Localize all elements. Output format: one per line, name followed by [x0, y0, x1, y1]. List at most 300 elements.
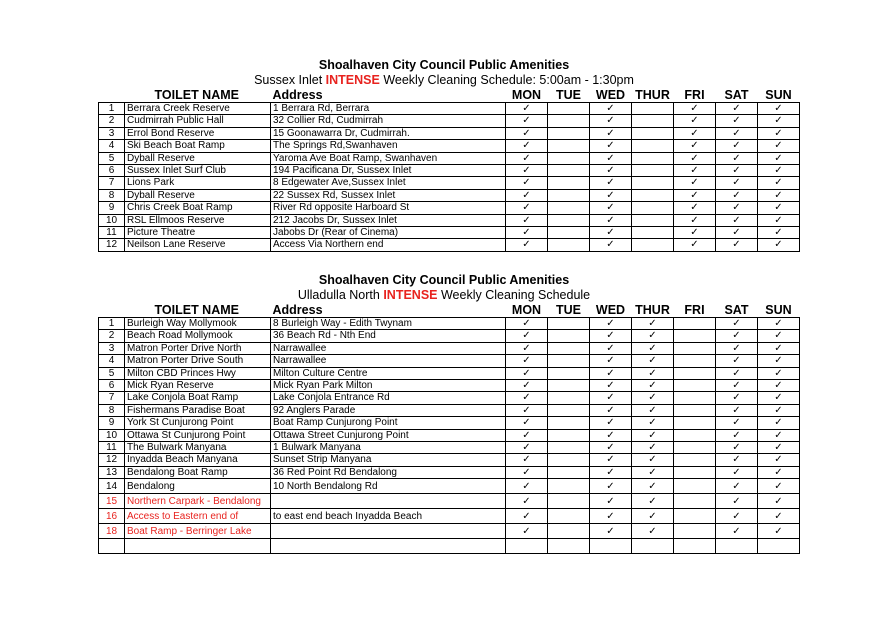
- subtitle-suffix: Weekly Cleaning Schedule: [437, 288, 591, 302]
- cell-name: Errol Bond Reserve: [125, 127, 271, 139]
- section-subtitle: [0, 288, 888, 302]
- cell-sun-check: ✓: [758, 454, 800, 466]
- cell-address: Mick Ryan Park Milton: [271, 380, 506, 392]
- cell-mon-check: ✓: [506, 342, 548, 354]
- cell-mon-check: ✓: [506, 392, 548, 404]
- cell-tue: [548, 239, 590, 251]
- cell-name: Picture Theatre: [125, 227, 271, 239]
- table-row: [99, 115, 800, 127]
- cell-sat-check: ✓: [716, 404, 758, 416]
- cell-wed-check: ✓: [590, 442, 632, 454]
- cell-tue: [548, 479, 590, 494]
- cell-wed-check: ✓: [590, 392, 632, 404]
- cell-name: Sussex Inlet Surf Club: [125, 165, 271, 177]
- cell-address: Narrawallee: [271, 355, 506, 367]
- cell-fri: [674, 454, 716, 466]
- cell-mon-check: ✓: [506, 509, 548, 524]
- cell-mon-check: ✓: [506, 214, 548, 226]
- cell-tue: [548, 115, 590, 127]
- table-row: [99, 152, 800, 164]
- cell-thur: [632, 239, 674, 251]
- cell-address: 92 Anglers Parade: [271, 404, 506, 416]
- cell-fri-check: ✓: [674, 127, 716, 139]
- cell-address: 8 Edgewater Ave,Sussex Inlet: [271, 177, 506, 189]
- cell-num: 8: [99, 189, 125, 201]
- cell-name: Inyadda Beach Manyana: [125, 454, 271, 466]
- cell-fri: [674, 494, 716, 509]
- cell-fri: [674, 367, 716, 379]
- header-address: Address: [272, 303, 323, 317]
- cell-fri: [674, 342, 716, 354]
- cell-name: The Bulwark Manyana: [125, 442, 271, 454]
- header-wed: WED: [595, 303, 626, 317]
- cell-address: 15 Goonawarra Dr, Cudmirrah.: [271, 127, 506, 139]
- cell-address: 36 Red Point Rd Bendalong: [271, 466, 506, 478]
- cell-address: 1 Bulwark Manyana: [271, 442, 506, 454]
- cell-address: The Springs Rd,Swanhaven: [271, 140, 506, 152]
- cell-num: 14: [99, 479, 125, 494]
- cell-name: Cudmirrah Public Hall: [125, 115, 271, 127]
- table-row: [99, 355, 800, 367]
- header-num: [99, 88, 125, 103]
- cell-fri: [674, 466, 716, 478]
- cell-name: Burleigh Way Mollymook: [125, 318, 271, 330]
- cell-num: 2: [99, 115, 125, 127]
- header-sat: SAT: [724, 88, 749, 102]
- cell-wed-check: ✓: [590, 115, 632, 127]
- cell-tue: [548, 454, 590, 466]
- cell-sat-check: ✓: [716, 227, 758, 239]
- cell-fri-check: ✓: [674, 115, 716, 127]
- cell-thur-check: ✓: [632, 442, 674, 454]
- table-row: [99, 466, 800, 478]
- header-sun: SUN: [765, 88, 792, 102]
- cell-num: 2: [99, 330, 125, 342]
- cell-num: 1: [99, 103, 125, 115]
- cell-name: Berrara Creek Reserve: [125, 103, 271, 115]
- cell-sun-check: ✓: [758, 417, 800, 429]
- cell-sun-check: ✓: [758, 509, 800, 524]
- cell-num: 1: [99, 318, 125, 330]
- cell-sat-check: ✓: [716, 202, 758, 214]
- cell-address: 194 Pacificana Dr, Sussex Inlet: [271, 165, 506, 177]
- cell-address: 212 Jacobs Dr, Sussex Inlet: [271, 214, 506, 226]
- cell-mon-check: ✓: [506, 189, 548, 201]
- cell-fri-check: ✓: [674, 214, 716, 226]
- cell-thur: [632, 189, 674, 201]
- table-row: [99, 442, 800, 454]
- cell-tue: [548, 466, 590, 478]
- header-sun: SUN: [765, 303, 792, 317]
- cell-num: 12: [99, 239, 125, 251]
- cell-num: 18: [99, 524, 125, 539]
- cell-sat-check: ✓: [716, 417, 758, 429]
- cell-address: 32 Collier Rd, Cudmirrah: [271, 115, 506, 127]
- table-row: [99, 177, 800, 189]
- header-tue: TUE: [556, 88, 581, 102]
- cell-sun-check: ✓: [758, 103, 800, 115]
- cell-tue: [548, 127, 590, 139]
- cell-name: [125, 539, 271, 554]
- cell-mon-check: ✓: [506, 479, 548, 494]
- cell-thur: [632, 115, 674, 127]
- cell-mon: [506, 539, 548, 554]
- cell-address: Narrawallee: [271, 342, 506, 354]
- cell-num: 4: [99, 355, 125, 367]
- header-mon: MON: [511, 88, 542, 102]
- cell-tue: [548, 177, 590, 189]
- cell-mon-check: ✓: [506, 140, 548, 152]
- cell-num: [99, 539, 125, 554]
- cell-name: Access to Eastern end of: [125, 509, 271, 524]
- cell-fri: [674, 392, 716, 404]
- cell-wed-check: ✓: [590, 509, 632, 524]
- cell-fri-check: ✓: [674, 189, 716, 201]
- cell-wed-check: ✓: [590, 479, 632, 494]
- cell-num: 9: [99, 202, 125, 214]
- cell-tue: [548, 509, 590, 524]
- cell-name: Matron Porter Drive South: [125, 355, 271, 367]
- cell-address: Ottawa Street Cunjurong Point: [271, 429, 506, 441]
- cell-sat-check: ✓: [716, 367, 758, 379]
- cell-thur-check: ✓: [632, 429, 674, 441]
- cell-thur-check: ✓: [632, 392, 674, 404]
- cell-wed-check: ✓: [590, 103, 632, 115]
- cell-thur-check: ✓: [632, 494, 674, 509]
- cell-sat-check: ✓: [716, 103, 758, 115]
- header-row: [99, 303, 800, 318]
- cell-sat-check: ✓: [716, 442, 758, 454]
- cell-sun-check: ✓: [758, 330, 800, 342]
- cell-mon-check: ✓: [506, 165, 548, 177]
- cell-thur-check: ✓: [632, 524, 674, 539]
- cell-fri: [674, 330, 716, 342]
- header-thur: THUR: [635, 88, 670, 102]
- cell-wed-check: ✓: [590, 524, 632, 539]
- cell-tue: [548, 140, 590, 152]
- cell-thur-check: ✓: [632, 367, 674, 379]
- cell-name: York St Cunjurong Point: [125, 417, 271, 429]
- cell-sun-check: ✓: [758, 479, 800, 494]
- table-row: [99, 404, 800, 416]
- cell-fri: [674, 524, 716, 539]
- cell-thur: [632, 227, 674, 239]
- cell-wed-check: ✓: [590, 152, 632, 164]
- table-row: [99, 202, 800, 214]
- table-row: [99, 318, 800, 330]
- cell-address: [271, 524, 506, 539]
- cell-tue: [548, 330, 590, 342]
- cell-sat-check: ✓: [716, 380, 758, 392]
- header-name: TOILET NAME: [154, 88, 239, 102]
- cell-address: Yaroma Ave Boat Ramp, Swanhaven: [271, 152, 506, 164]
- cell-sun-check: ✓: [758, 466, 800, 478]
- cell-sun-check: ✓: [758, 189, 800, 201]
- cell-wed-check: ✓: [590, 127, 632, 139]
- cell-tue: [548, 392, 590, 404]
- cell-thur-check: ✓: [632, 479, 674, 494]
- cell-wed-check: ✓: [590, 177, 632, 189]
- cell-tue: [548, 404, 590, 416]
- cell-wed-check: ✓: [590, 404, 632, 416]
- table-row: [99, 239, 800, 251]
- header-fri: FRI: [684, 88, 705, 102]
- cell-sat-check: ✓: [716, 524, 758, 539]
- cell-mon-check: ✓: [506, 152, 548, 164]
- cell-sun-check: ✓: [758, 355, 800, 367]
- cell-sun-check: ✓: [758, 404, 800, 416]
- table-row: [99, 127, 800, 139]
- cell-tue: [548, 214, 590, 226]
- cell-mon-check: ✓: [506, 429, 548, 441]
- cell-tue: [548, 152, 590, 164]
- cell-sun-check: ✓: [758, 367, 800, 379]
- header-num: [99, 303, 125, 318]
- cell-sun-check: ✓: [758, 429, 800, 441]
- cell-thur: [632, 152, 674, 164]
- cell-address: 1 Berrara Rd, Berrara: [271, 103, 506, 115]
- cell-sat-check: ✓: [716, 214, 758, 226]
- cell-name: Lake Conjola Boat Ramp: [125, 392, 271, 404]
- cell-wed-check: ✓: [590, 189, 632, 201]
- cell-sat-check: ✓: [716, 392, 758, 404]
- cell-fri-check: ✓: [674, 227, 716, 239]
- table-row: [99, 103, 800, 115]
- cell-sun-check: ✓: [758, 380, 800, 392]
- table-row: [99, 509, 800, 524]
- cell-wed-check: ✓: [590, 494, 632, 509]
- cell-mon-check: ✓: [506, 404, 548, 416]
- cell-wed-check: ✓: [590, 342, 632, 354]
- cell-tue: [548, 380, 590, 392]
- cell-address: Lake Conjola Entrance Rd: [271, 392, 506, 404]
- cell-sat-check: ✓: [716, 466, 758, 478]
- cell-wed-check: ✓: [590, 355, 632, 367]
- header-mon: MON: [511, 303, 542, 317]
- cell-thur: [632, 539, 674, 554]
- cell-num: 6: [99, 165, 125, 177]
- cell-sat: [716, 539, 758, 554]
- cell-sat-check: ✓: [716, 127, 758, 139]
- cell-tue: [548, 442, 590, 454]
- table-row: [99, 429, 800, 441]
- table-row: [99, 380, 800, 392]
- cell-name: RSL Ellmoos Reserve: [125, 214, 271, 226]
- cell-thur: [632, 127, 674, 139]
- subtitle-intense: INTENSE: [325, 73, 380, 87]
- section-subtitle: [0, 73, 888, 87]
- cell-thur: [632, 140, 674, 152]
- cell-sat-check: ✓: [716, 165, 758, 177]
- cell-name: Beach Road Mollymook: [125, 330, 271, 342]
- cell-num: 8: [99, 404, 125, 416]
- cell-tue: [548, 524, 590, 539]
- cell-wed-check: ✓: [590, 214, 632, 226]
- cell-sun-check: ✓: [758, 115, 800, 127]
- cell-thur-check: ✓: [632, 355, 674, 367]
- cell-mon-check: ✓: [506, 227, 548, 239]
- cell-mon-check: ✓: [506, 177, 548, 189]
- header-fri: FRI: [684, 303, 705, 317]
- cell-address: 36 Beach Rd - Nth End: [271, 330, 506, 342]
- table-row: [99, 392, 800, 404]
- subtitle-prefix: Ulladulla North: [297, 288, 384, 302]
- cell-sat-check: ✓: [716, 115, 758, 127]
- cell-num: 12: [99, 454, 125, 466]
- cell-tue: [548, 227, 590, 239]
- cell-thur-check: ✓: [632, 509, 674, 524]
- cell-num: 7: [99, 392, 125, 404]
- cell-address: River Rd opposite Harboard St: [271, 202, 506, 214]
- cell-tue: [548, 367, 590, 379]
- cell-name: Milton CBD Princes Hwy: [125, 367, 271, 379]
- cell-sun-check: ✓: [758, 524, 800, 539]
- cell-mon-check: ✓: [506, 380, 548, 392]
- cell-fri: [674, 539, 716, 554]
- subtitle-intense: INTENSE: [383, 288, 438, 302]
- cell-sat-check: ✓: [716, 140, 758, 152]
- cell-address: Sunset Strip Manyana: [271, 454, 506, 466]
- cell-tue: [548, 318, 590, 330]
- cell-num: 4: [99, 140, 125, 152]
- cell-tue: [548, 355, 590, 367]
- cell-mon-check: ✓: [506, 494, 548, 509]
- cell-num: 11: [99, 227, 125, 239]
- cell-fri: [674, 318, 716, 330]
- cleaning-schedule-table: [98, 303, 800, 554]
- cell-tue: [548, 189, 590, 201]
- cell-sat-check: ✓: [716, 152, 758, 164]
- cell-sun-check: ✓: [758, 239, 800, 251]
- header-wed: WED: [595, 88, 626, 102]
- cell-name: Chris Creek Boat Ramp: [125, 202, 271, 214]
- cell-sat-check: ✓: [716, 189, 758, 201]
- cell-tue: [548, 103, 590, 115]
- cell-num: 3: [99, 127, 125, 139]
- cell-sat-check: ✓: [716, 342, 758, 354]
- cell-name: Fishermans Paradise Boat: [125, 404, 271, 416]
- cell-num: 6: [99, 380, 125, 392]
- cell-sat-check: ✓: [716, 330, 758, 342]
- table-row: [99, 524, 800, 539]
- cell-num: 10: [99, 429, 125, 441]
- table-row: [99, 165, 800, 177]
- cell-sat-check: ✓: [716, 355, 758, 367]
- cleaning-schedule-table: [98, 88, 800, 252]
- cell-num: 10: [99, 214, 125, 226]
- table-row: [99, 417, 800, 429]
- table-row: [99, 539, 800, 554]
- cell-name: Dyball Reserve: [125, 189, 271, 201]
- cell-mon-check: ✓: [506, 454, 548, 466]
- cell-sun: [758, 539, 800, 554]
- cell-fri-check: ✓: [674, 103, 716, 115]
- cell-address: 10 North Bendalong Rd: [271, 479, 506, 494]
- cell-address: 22 Sussex Rd, Sussex Inlet: [271, 189, 506, 201]
- cell-num: 16: [99, 509, 125, 524]
- cell-tue: [548, 429, 590, 441]
- cell-num: 5: [99, 367, 125, 379]
- cell-thur-check: ✓: [632, 454, 674, 466]
- cell-wed-check: ✓: [590, 429, 632, 441]
- cell-sat-check: ✓: [716, 454, 758, 466]
- cell-name: Bendalong Boat Ramp: [125, 466, 271, 478]
- cell-num: 11: [99, 442, 125, 454]
- cell-tue: [548, 417, 590, 429]
- header-sat: SAT: [724, 303, 749, 317]
- cell-sun-check: ✓: [758, 202, 800, 214]
- cell-sun-check: ✓: [758, 152, 800, 164]
- cell-tue: [548, 539, 590, 554]
- cell-fri-check: ✓: [674, 140, 716, 152]
- cell-sat-check: ✓: [716, 509, 758, 524]
- table-row: [99, 189, 800, 201]
- cell-fri: [674, 355, 716, 367]
- cell-sun-check: ✓: [758, 177, 800, 189]
- cell-sun-check: ✓: [758, 318, 800, 330]
- cell-name: Mick Ryan Reserve: [125, 380, 271, 392]
- cell-fri-check: ✓: [674, 165, 716, 177]
- cell-name: Neilson Lane Reserve: [125, 239, 271, 251]
- cell-mon-check: ✓: [506, 524, 548, 539]
- cell-mon-check: ✓: [506, 318, 548, 330]
- cell-sun-check: ✓: [758, 442, 800, 454]
- cell-fri-check: ✓: [674, 239, 716, 251]
- subtitle-suffix: Weekly Cleaning Schedule: 5:00am - 1:30pm: [379, 73, 634, 87]
- cell-address: [271, 539, 506, 554]
- cell-tue: [548, 202, 590, 214]
- cell-tue: [548, 165, 590, 177]
- cell-sun-check: ✓: [758, 392, 800, 404]
- table-row: [99, 342, 800, 354]
- cell-thur: [632, 103, 674, 115]
- cell-wed-check: ✓: [590, 202, 632, 214]
- cell-fri: [674, 417, 716, 429]
- cell-wed-check: ✓: [590, 380, 632, 392]
- cell-mon-check: ✓: [506, 115, 548, 127]
- cell-num: 3: [99, 342, 125, 354]
- cell-mon-check: ✓: [506, 417, 548, 429]
- subtitle-prefix: Sussex Inlet: [254, 73, 326, 87]
- table-row: [99, 454, 800, 466]
- cell-mon-check: ✓: [506, 355, 548, 367]
- header-row: [99, 88, 800, 103]
- cell-mon-check: ✓: [506, 239, 548, 251]
- cell-wed-check: ✓: [590, 318, 632, 330]
- cell-wed-check: ✓: [590, 466, 632, 478]
- cell-fri: [674, 380, 716, 392]
- cell-name: Ottawa St Cunjurong Point: [125, 429, 271, 441]
- cell-sun-check: ✓: [758, 140, 800, 152]
- cell-mon-check: ✓: [506, 202, 548, 214]
- cell-num: 15: [99, 494, 125, 509]
- cell-thur-check: ✓: [632, 318, 674, 330]
- cell-address: Milton Culture Centre: [271, 367, 506, 379]
- cell-address: 8 Burleigh Way - Edith Twynam: [271, 318, 506, 330]
- cell-address: Access Via Northern end: [271, 239, 506, 251]
- cell-sat-check: ✓: [716, 479, 758, 494]
- cell-thur-check: ✓: [632, 342, 674, 354]
- cell-mon-check: ✓: [506, 367, 548, 379]
- cell-fri: [674, 509, 716, 524]
- cell-wed-check: ✓: [590, 454, 632, 466]
- cell-fri: [674, 404, 716, 416]
- cell-name: Matron Porter Drive North: [125, 342, 271, 354]
- cell-name: Bendalong: [125, 479, 271, 494]
- cell-num: 13: [99, 466, 125, 478]
- cell-address: [271, 494, 506, 509]
- cell-name: Boat Ramp - Berringer Lake: [125, 524, 271, 539]
